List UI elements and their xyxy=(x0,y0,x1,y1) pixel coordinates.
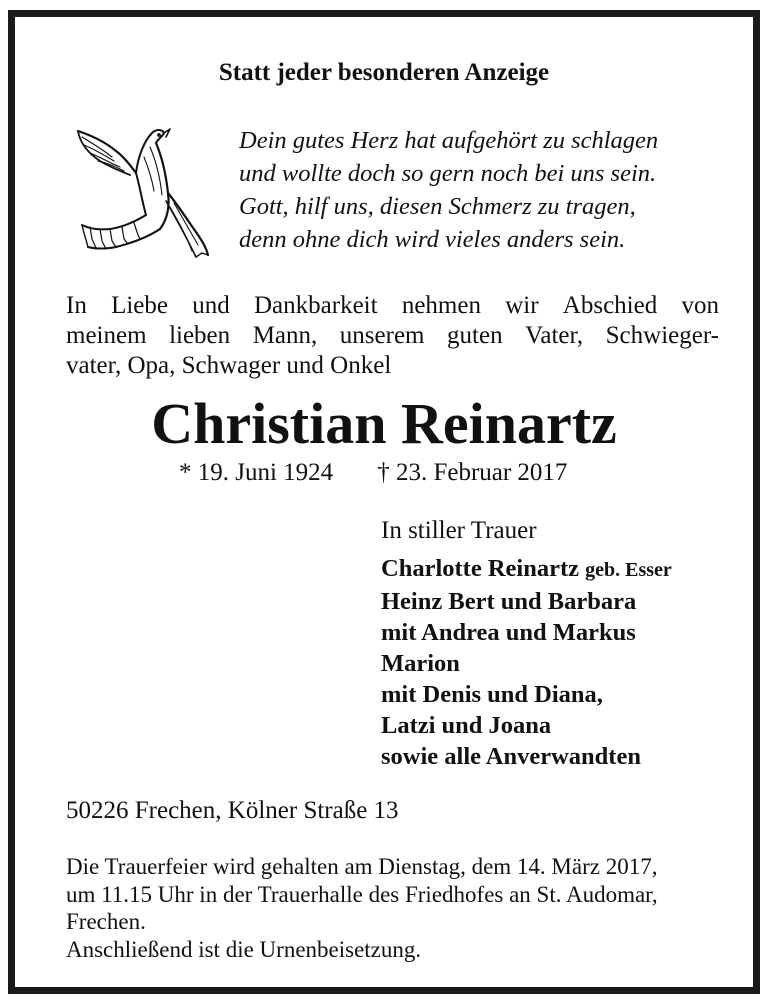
intro-word: Liebe xyxy=(111,292,168,319)
notice-frame xyxy=(8,10,760,994)
poem-line: und wollte doch so gern noch bei uns sein. xyxy=(239,160,657,187)
address: 50226 Frechen, Kölner Straße 13 xyxy=(66,797,399,824)
intro-word: Vater, xyxy=(525,322,584,349)
service-line: um 11.15 Uhr in der Trauerhalle des Friedhofes an St. Audomar, xyxy=(66,881,658,907)
notice-heading: Statt jeder besonderen Anzeige xyxy=(218,59,550,86)
intro-word: Mann, xyxy=(252,322,318,349)
family-line: Heinz Bert und Barbara xyxy=(381,588,637,615)
life-dates xyxy=(179,459,567,487)
poem-line: Dein gutes Herz hat aufgehört zu schlagen xyxy=(239,127,659,154)
family-line: mit Denis und Diana, xyxy=(381,681,603,708)
family-line: sowie alle Anverwandten xyxy=(381,743,641,770)
widow-name: Charlotte Reinartz xyxy=(381,555,579,582)
intro-line-2 xyxy=(66,321,719,351)
family-line xyxy=(381,553,672,586)
intro-word: nehmen xyxy=(401,292,481,319)
intro-line-3: vater, Opa, Schwager und Onkel xyxy=(66,352,392,379)
intro-word: meinem xyxy=(66,322,147,349)
service-info xyxy=(66,853,726,963)
poem-line: Gott, hilf uns, diesen Schmerz zu tragen, xyxy=(239,193,636,220)
widow-maiden-name: geb. Esser xyxy=(585,559,672,581)
intro-text xyxy=(66,291,719,381)
intro-word: Abschied xyxy=(562,292,658,319)
birth-date: * 19. Juni 1924 xyxy=(179,459,334,486)
family-line: Latzi und Joana xyxy=(381,712,552,739)
intro-word: unserem xyxy=(339,322,425,349)
intro-word: von xyxy=(681,292,719,319)
intro-word: guten xyxy=(447,322,503,349)
poem-line: denn ohne dich wird vieles anders sein. xyxy=(239,226,626,253)
intro-word: und xyxy=(192,292,230,319)
intro-word: Schwieger- xyxy=(605,322,719,349)
family-line: Marion xyxy=(381,650,460,677)
deceased-name: Christian Reinartz xyxy=(151,391,617,456)
intro-word: In xyxy=(66,292,87,319)
service-line: Frechen. xyxy=(66,909,146,934)
death-date: † 23. Februar 2017 xyxy=(377,459,568,486)
family-list xyxy=(381,553,672,772)
dove-icon xyxy=(70,117,218,265)
service-line: Anschließend ist die Urnenbeisetzung. xyxy=(66,936,422,962)
intro-word: Dankbarkeit xyxy=(254,292,378,319)
poem xyxy=(239,124,658,256)
intro-word: lieben xyxy=(169,322,231,349)
service-line: Die Trauerfeier wird gehalten am Dienstag, dem 14. März 2017, xyxy=(66,854,658,879)
mourning-label: In stiller Trauer xyxy=(381,517,537,544)
intro-word: wir xyxy=(505,292,539,319)
intro-line-1 xyxy=(66,291,719,321)
family-line: mit Andrea und Markus xyxy=(381,619,636,646)
